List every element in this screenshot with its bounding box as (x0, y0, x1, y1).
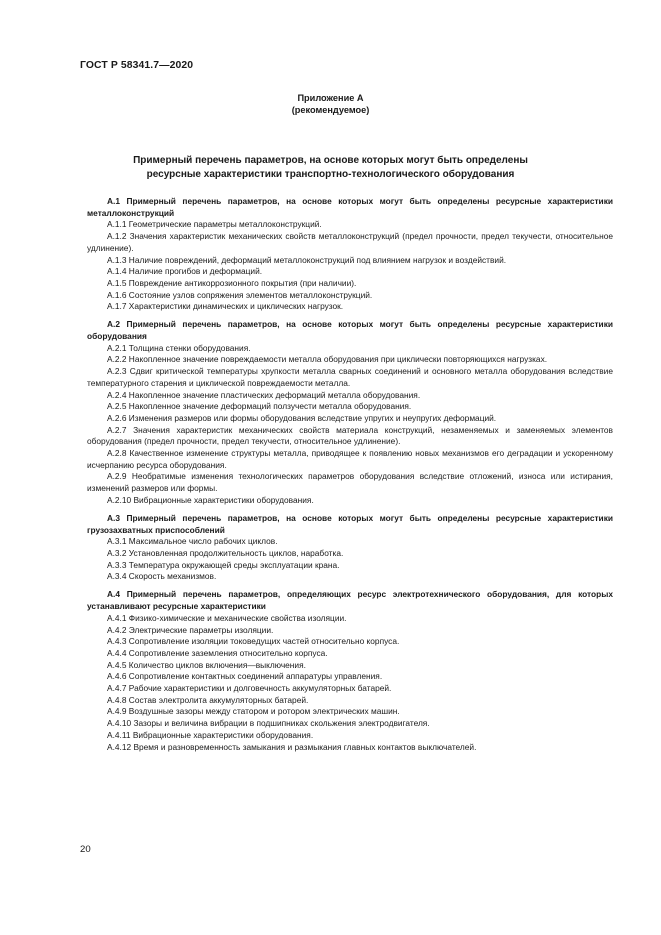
list-item: А.4.5 Количество циклов включения—выключения. (107, 659, 306, 670)
list-item: А.3.1 Максимальное число рабочих циклов. (107, 536, 278, 547)
list-item: А.1.4 Наличие прогибов и деформаций. (107, 266, 263, 277)
list-item: А.2.3 Сдвиг критической температуры хрупкости металла сварных соединений и основного металла оборудования вследствие температурного старения и циклической повреждаемости металла. (87, 366, 613, 388)
section-a3 (87, 513, 613, 583)
main-title-line: Примерный перечень параметров, на основе которых могут быть определены (133, 155, 528, 166)
list-item: А.4.3 Сопротивление изоляции токоведущих частей относительно корпуса. (107, 636, 400, 647)
annex-content (87, 196, 613, 760)
list-item: А.1.5 Повреждение антикоррозионного покрытия (при наличии). (107, 277, 357, 288)
list-item: А.1.7 Характеристики динамических и циклических нагрузок. (107, 301, 344, 312)
document-header: ГОСТ Р 58341.7—2020 (80, 60, 194, 71)
list-item: А.3.3 Температура окружающей среды эксплуатации крана. (107, 559, 340, 570)
list-item: А.1.6 Состояние узлов сопряжения элементов металлоконструкций. (107, 289, 373, 300)
list-item: А.2.10 Вибрационные характеристики оборудования. (107, 494, 314, 505)
list-item: А.2.1 Толщина стенки оборудования. (107, 342, 251, 353)
list-item: А.2.2 Накопленное значение повреждаемости металла оборудования при циклически повторяющихся нагрузках. (107, 354, 548, 365)
list-item: А.4.8 Состав электролита аккумуляторных батарей. (107, 694, 309, 705)
list-item: А.4.12 Время и разновременность замыкания и размыкания главных контактов выключателей. (107, 741, 477, 752)
list-item: А.2.7 Значения характеристик механических свойств материала конструкций, незаменяемых и заменяемых элементов оборудования (предел прочности, предел текучести, относительное удлинение). (87, 424, 613, 447)
list-item: А.2.9 Необратимые изменения технологических параметров оборудования вследствие отложений, износа или истирания, изменений размеров или формы. (87, 471, 613, 494)
section-a4 (87, 589, 613, 753)
list-item: А.1.2 Значения характеристик механических свойств металлоконструкций (предел прочности, предел текучести, относительное удлинение). (87, 231, 613, 253)
list-item: А.4.11 Вибрационные характеристики оборудования. (107, 729, 314, 740)
list-item: А.4.7 Рабочие характеристики и долговечность аккумуляторных батарей. (107, 683, 392, 694)
list-item: А.1.3 Наличие повреждений, деформаций металлоконструкций под влиянием нагрузок и воздействий. (107, 254, 507, 265)
section-title: А.1 Примерный перечень параметров, на основе которых могут быть определены ресурсные характеристики металлоконструкций (87, 196, 613, 218)
section-title: А.3 Примерный перечень параметров, на основе которых могут быть определены ресурсные характеристики грузозахватных приспособлений (87, 512, 613, 535)
annex-status: (рекомендуемое) (291, 105, 370, 115)
list-item: А.3.2 Установленная продолжительность циклов, наработка. (107, 547, 344, 558)
list-item: А.3.4 Скорость механизмов. (107, 571, 217, 582)
annex-title: Приложение А (297, 93, 364, 103)
section-title: А.2 Примерный перечень параметров, на основе которых могут быть определены ресурсные характеристики оборудования (87, 319, 613, 342)
list-item: А.2.4 Накопленное значение пластических деформаций металла оборудования. (107, 389, 421, 400)
list-item: А.4.9 Воздушные зазоры между статором и ротором электрических машин. (107, 706, 400, 717)
page-number: 20 (80, 844, 91, 855)
list-item: А.2.5 Накопленное значение деформаций ползучести металла оборудования. (107, 401, 412, 412)
list-item: А.4.6 Сопротивление контактных соединений аппаратуры управления. (107, 671, 383, 682)
annex-heading (80, 92, 581, 116)
list-item: А.4.1 Физико-химические и механические свойства изоляции. (107, 612, 347, 623)
list-item: А.4.2 Электрические параметры изоляции. (107, 624, 274, 635)
list-item: А.2.8 Качественное изменение структуры металла, приводящее к появлению новых механизмов его деградации и ускоренному исчерпанию ресурса оборудования. (87, 448, 613, 470)
main-title-line: ресурсные характеристики транспортно-технологического оборудования (146, 169, 515, 180)
section-a1 (87, 196, 613, 313)
section-title: А.4 Примерный перечень параметров, определяющих ресурс электротехнического оборудования, для которых устанавливают ресурсные характеристики (87, 589, 613, 612)
list-item: А.2.6 Изменения размеров или формы оборудования вследствие упругих и неупругих деформаций. (107, 412, 497, 423)
list-item: А.4.10 Зазоры и величина вибрации в подшипниках скольжения электродвигателя. (107, 718, 430, 729)
section-a2 (87, 319, 613, 506)
main-title (80, 154, 581, 182)
list-item: А.4.4 Сопротивление заземления относительно корпуса. (107, 647, 328, 658)
list-item: А.1.1 Геометрические параметры металлоконструкций. (107, 219, 322, 230)
